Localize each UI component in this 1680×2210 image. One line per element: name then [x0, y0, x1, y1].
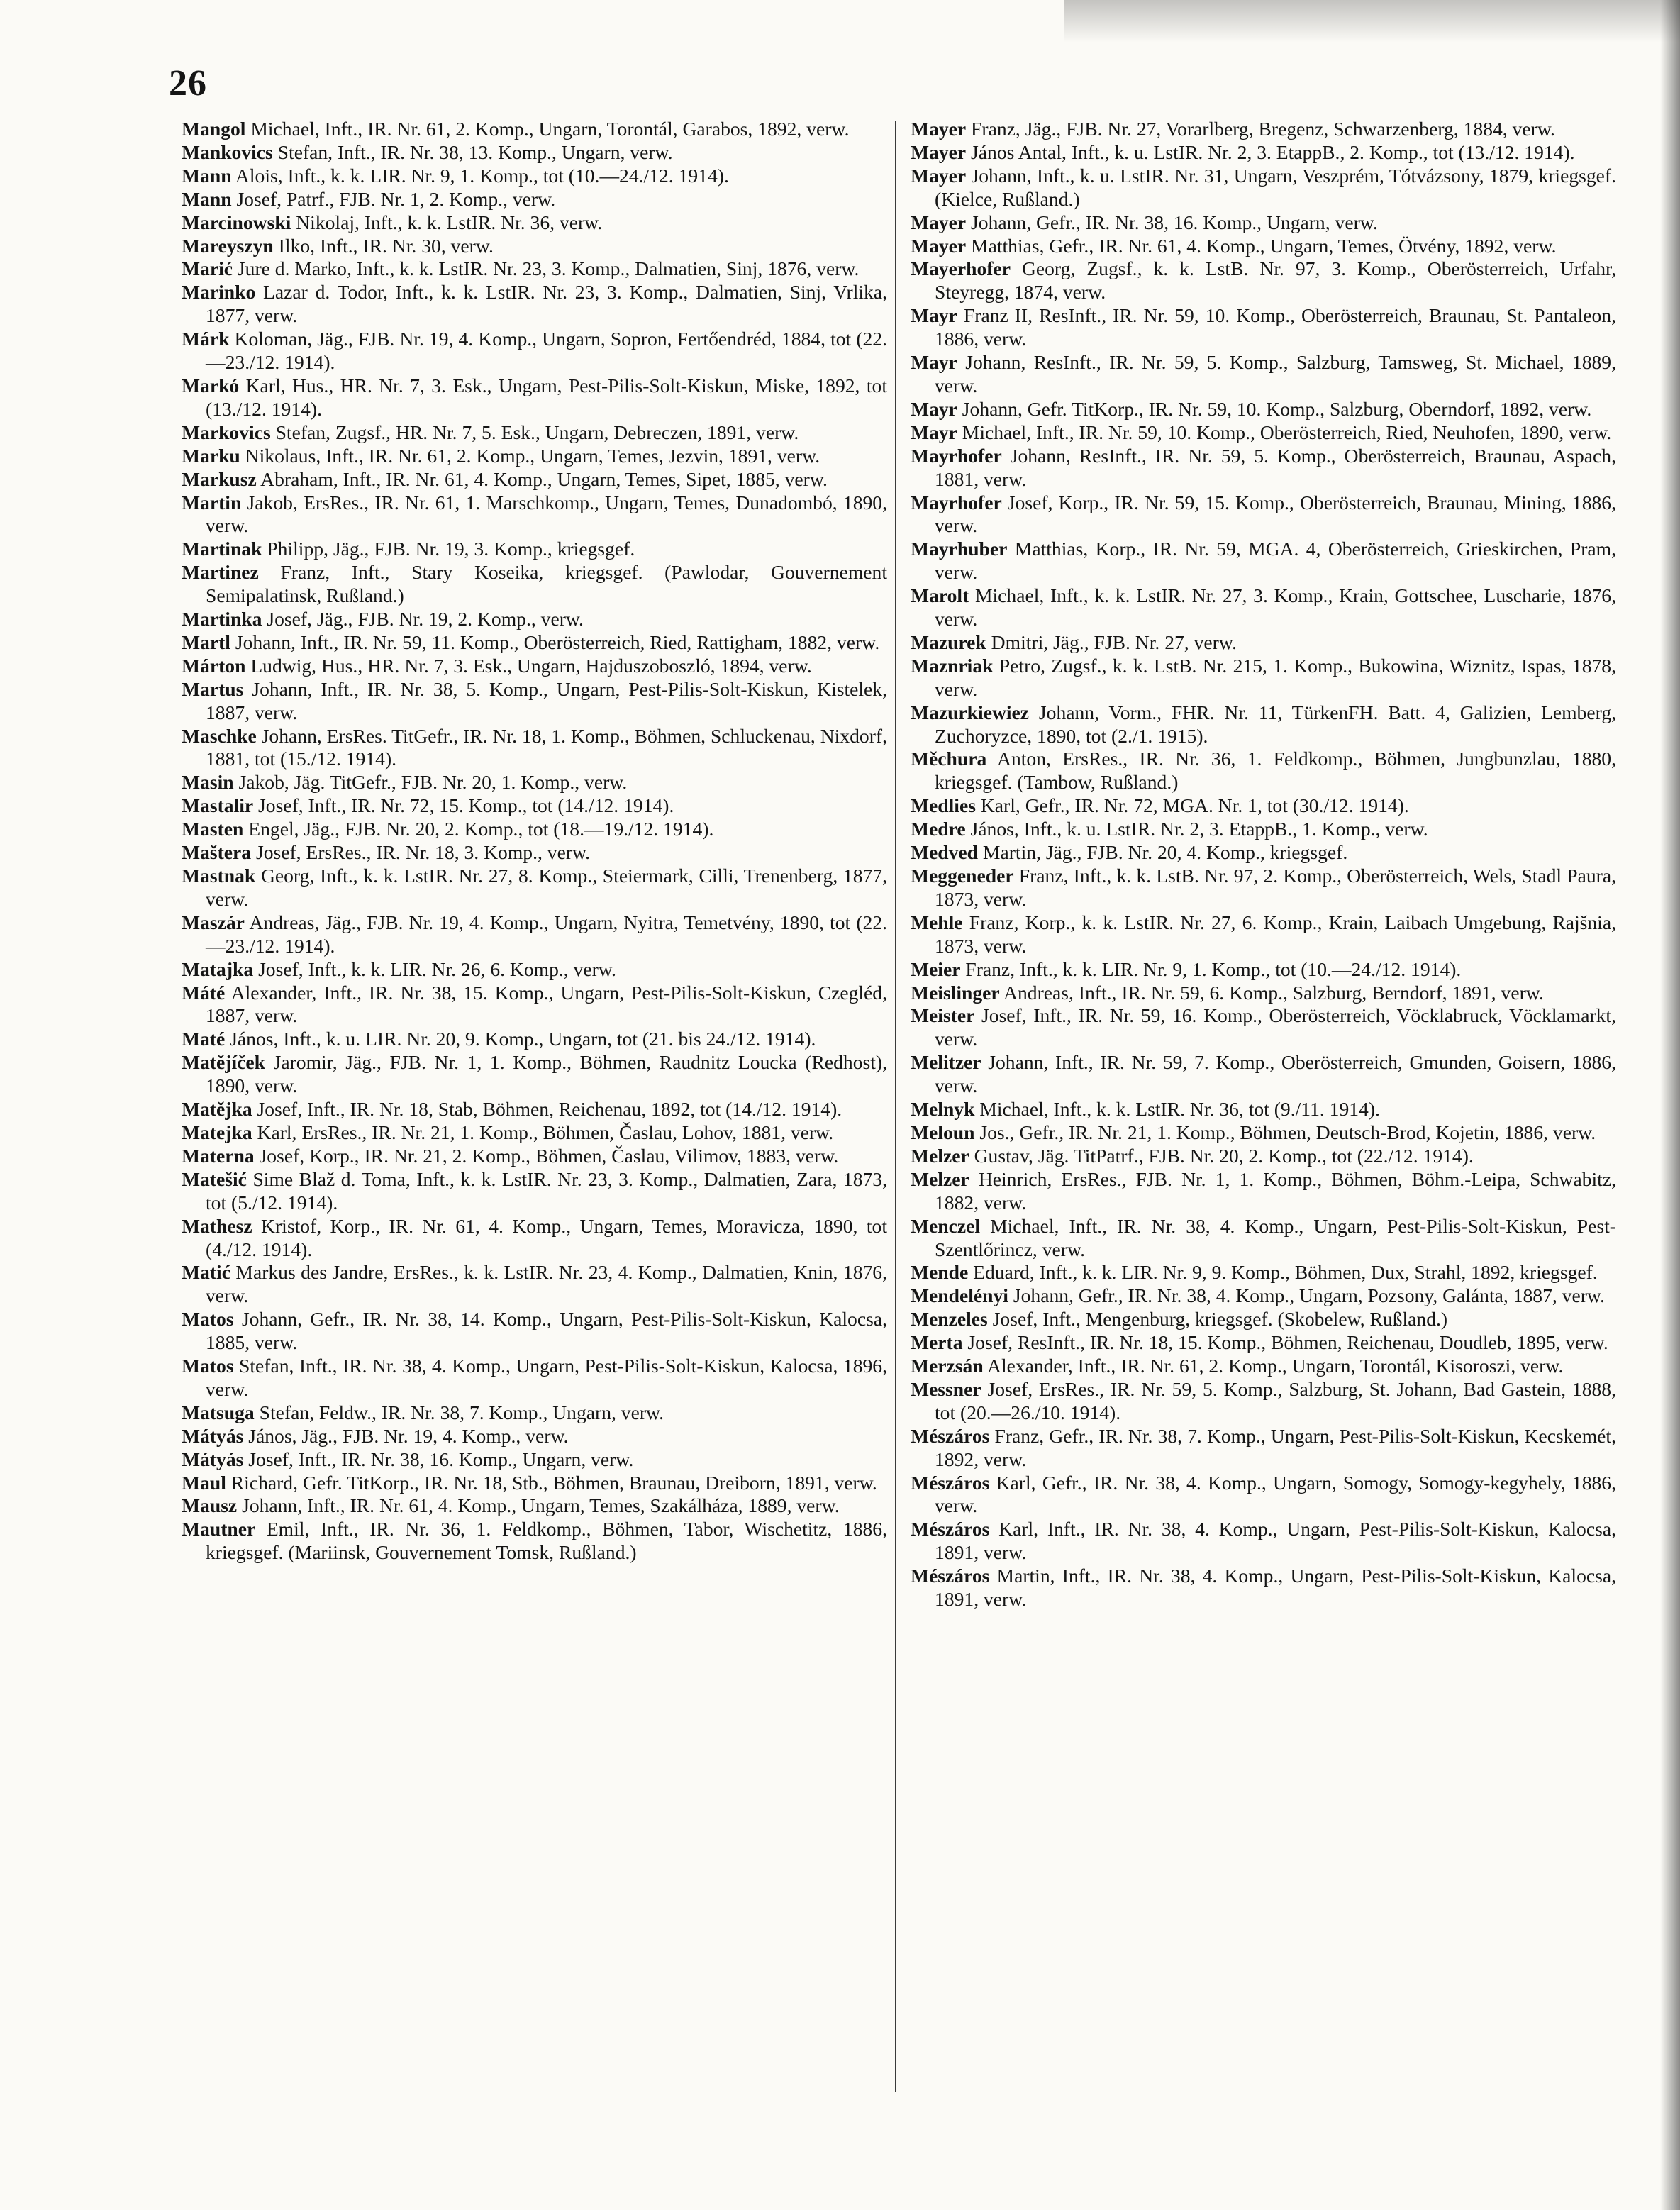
entry-details: Franz, Inft., k. k. LstB. Nr. 97, 2. Komp., Oberösterreich, Wels, Stadl Paura, 1873, verw. [935, 865, 1616, 910]
entry-surname: Mayrhuber [911, 538, 1008, 560]
casualty-entry [182, 1308, 887, 1355]
casualty-entry [182, 1518, 887, 1565]
casualty-entry [182, 561, 887, 608]
casualty-entry [911, 911, 1616, 958]
entry-surname: Melzer [911, 1167, 969, 1190]
entry-details: Emil, Inft., IR. Nr. 36, 1. Feldkomp., Böhmen, Tabor, Wischetitz, 1886, kriegsgef. (Mariinsk, Gouvernement Tomsk, Rußland.) [206, 1518, 887, 1564]
entry-details: Josef, Inft., k. k. LIR. Nr. 26, 6. Komp., verw. [253, 957, 616, 980]
entry-details: Philipp, Jäg., FJB. Nr. 19, 3. Komp., kriegsgef. [262, 538, 635, 560]
entry-surname: Mayr [911, 304, 957, 327]
casualty-entry [182, 1355, 887, 1401]
casualty-entry [182, 1261, 887, 1308]
entry-details: Josef, Korp., IR. Nr. 21, 2. Komp., Böhmen, Časlau, Vilimov, 1883, verw. [254, 1144, 839, 1167]
entry-surname: Mareyszyn [182, 234, 274, 257]
entry-surname: Mészáros [911, 1424, 990, 1447]
casualty-entry [182, 818, 887, 841]
entry-details: Markus des Jandre, ErsRes., k. k. LstIR. Nr. 23, 4. Komp., Dalmatien, Knin, 1876, verw. [206, 1261, 887, 1307]
entry-surname: Masin [182, 771, 234, 794]
entry-details: János, Inft., k. u. LstIR. Nr. 2, 3. EtappB., 1. Komp., verw. [965, 818, 1428, 840]
entry-details: Johann, Inft., IR. Nr. 59, 11. Komp., Oberösterreich, Ried, Rattigham, 1882, verw. [230, 631, 880, 653]
entry-details: Michael, Inft., IR. Nr. 61, 2. Komp., Ungarn, Torontál, Garabos, 1892, verw. [245, 118, 850, 140]
entry-surname: Mayrhofer [911, 444, 1002, 467]
entry-details: Johann, Inft., IR. Nr. 59, 7. Komp., Oberösterreich, Gmunden, Goisern, 1886, verw. [935, 1051, 1616, 1097]
casualty-entry [911, 1425, 1616, 1472]
casualty-entry [911, 841, 1616, 865]
entry-details: János, Jäg., FJB. Nr. 19, 4. Komp., verw. [243, 1424, 569, 1447]
entry-surname: Meislinger [911, 981, 1000, 1004]
entry-surname: Matos [182, 1355, 234, 1377]
entry-details: Sime Blaž d. Toma, Inft., k. k. LstIR. Nr. 23, 3. Komp., Dalmatien, Zara, 1873, tot (5./12. 1914). [206, 1167, 887, 1214]
casualty-entry [182, 725, 887, 772]
entry-surname: Mathesz [182, 1214, 252, 1237]
entry-surname: Matějíček [182, 1051, 265, 1074]
entry-details: Karl, Gefr., IR. Nr. 72, MGA. Nr. 1, tot (30./12. 1914). [975, 794, 1409, 817]
entry-surname: Máté [182, 981, 226, 1004]
entry-surname: Merta [911, 1331, 963, 1354]
entry-surname: Marić [182, 257, 233, 280]
entry-surname: Martl [182, 631, 230, 653]
entry-surname: Mayr [911, 351, 957, 374]
entry-details: Andreas, Inft., IR. Nr. 59, 6. Komp., Salzburg, Berndorf, 1891, verw. [999, 981, 1544, 1004]
casualty-entry [911, 865, 1616, 911]
casualty-entry [182, 1145, 887, 1168]
casualty-entry [182, 165, 887, 188]
entry-surname: Mayer [911, 211, 967, 233]
entry-details: Michael, Inft., k. k. LstIR. Nr. 27, 3. Komp., Krain, Gottschee, Luscharie, 1876, verw. [935, 584, 1616, 631]
casualty-entry [911, 351, 1616, 398]
entry-surname: Marku [182, 444, 240, 467]
entry-details: Michael, Inft., k. k. LstIR. Nr. 36, tot (9./11. 1914). [974, 1098, 1380, 1121]
entry-details: Petro, Zugsf., k. k. LstB. Nr. 215, 1. Komp., Bukowina, Wiznitz, Ispas, 1878, verw. [935, 654, 1616, 700]
casualty-entry [182, 958, 887, 982]
casualty-entry [911, 818, 1616, 841]
casualty-entry [182, 1098, 887, 1121]
entry-surname: Marolt [911, 584, 969, 607]
entry-details: Josef, ErsRes., IR. Nr. 18, 3. Komp., verw. [251, 841, 591, 864]
casualty-entry [911, 211, 1616, 235]
entry-surname: Maté [182, 1028, 226, 1050]
casualty-entry [911, 257, 1616, 304]
casualty-entry [911, 118, 1616, 141]
entry-details: Karl, Gefr., IR. Nr. 38, 4. Komp., Ungarn, Somogy, Somogy-kegyhely, 1886, verw. [935, 1471, 1616, 1517]
casualty-entry [911, 1168, 1616, 1215]
casualty-entry [182, 141, 887, 165]
entry-details: Johann, Gefr. TitKorp., IR. Nr. 59, 10. Komp., Salzburg, Oberndorf, 1892, verw. [957, 397, 1592, 420]
casualty-entry [182, 1121, 887, 1145]
entry-details: Jure d. Marko, Inft., k. k. LstIR. Nr. 23, 3. Komp., Dalmatien, Sinj, 1876, verw. [233, 257, 860, 280]
entry-surname: Medre [911, 818, 966, 840]
entry-details: Josef, Jäg., FJB. Nr. 19, 2. Komp., verw. [262, 608, 584, 631]
entry-details: Ludwig, Hus., HR. Nr. 7, 3. Esk., Ungarn, Hajduszoboszló, 1894, verw. [245, 654, 812, 677]
entry-details: Gustav, Jäg. TitPatrf., FJB. Nr. 20, 2. Komp., tot (22./12. 1914). [969, 1144, 1474, 1167]
entry-surname: Mayrhofer [911, 491, 1002, 513]
casualty-entry [911, 1215, 1616, 1262]
left-column [182, 118, 887, 1565]
entry-details: Ilko, Inft., IR. Nr. 30, verw. [273, 234, 494, 257]
entry-details: Johann, Inft., IR. Nr. 38, 5. Komp., Ungarn, Pest-Pilis-Solt-Kiskun, Kistelek, 1887, verw. [206, 677, 887, 723]
entry-surname: Mastalir [182, 794, 254, 817]
entry-details: Franz, Inft., Stary Koseika, kriegsgef. (Pawlodar, Gouvernement Semipalatinsk, Rußland.) [206, 561, 887, 607]
casualty-entry [911, 1331, 1616, 1355]
casualty-entry [911, 1518, 1616, 1565]
entry-surname: Markusz [182, 467, 257, 490]
casualty-entry [911, 655, 1616, 701]
casualty-entry [182, 865, 887, 911]
column-divider [895, 121, 896, 2092]
entry-surname: Maschke [182, 724, 257, 747]
entry-details: Karl, Hus., HR. Nr. 7, 3. Esk., Ungarn, Pest-Pilis-Solt-Kiskun, Miske, 1892, tot (13./12. 1914). [206, 374, 887, 420]
casualty-entry [182, 235, 887, 258]
entry-surname: Mészáros [911, 1471, 990, 1494]
entry-details: Koloman, Jäg., FJB. Nr. 19, 4. Komp., Ungarn, Sopron, Fertőendréd, 1884, tot (22.—23./12. 1914). [206, 328, 887, 374]
entry-surname: Markó [182, 374, 240, 396]
entry-surname: Marcinowski [182, 211, 291, 233]
entry-details: Johann, Inft., k. u. LstIR. Nr. 31, Ungarn, Veszprém, Tótvázsony, 1879, kriegsgef. (Kielce, Rußland.) [935, 164, 1616, 210]
entry-surname: Maszár [182, 911, 245, 933]
entry-surname: Mastnak [182, 865, 256, 887]
casualty-entry [182, 1051, 887, 1098]
casualty-entry [182, 1472, 887, 1495]
entry-details: Franz, Inft., k. k. LIR. Nr. 9, 1. Komp., tot (10.—24./12. 1914). [960, 957, 1462, 980]
entry-details: Josef, Korp., IR. Nr. 59, 15. Komp., Oberösterreich, Braunau, Mining, 1886, verw. [935, 491, 1616, 537]
entry-surname: Messner [911, 1377, 981, 1400]
entry-details: Alois, Inft., k. k. LIR. Nr. 9, 1. Komp., tot (10.—24./12. 1914). [231, 164, 729, 187]
entry-details: Martin, Inft., IR. Nr. 38, 4. Komp., Ungarn, Pest-Pilis-Solt-Kiskun, Kalocsa, 1891, verw. [935, 1565, 1616, 1611]
casualty-entry [182, 911, 887, 958]
entry-details: Matthias, Gefr., IR. Nr. 61, 4. Komp., Ungarn, Temes, Ötvény, 1892, verw. [966, 234, 1557, 257]
casualty-entry [182, 468, 887, 492]
entry-surname: Medved [911, 841, 979, 864]
entry-surname: Martus [182, 677, 244, 700]
entry-surname: Matajka [182, 957, 254, 980]
casualty-entry [911, 492, 1616, 538]
entry-details: Jakob, Jäg. TitGefr., FJB. Nr. 20, 1. Komp., verw. [233, 771, 628, 794]
entry-surname: Menczel [911, 1214, 981, 1237]
entry-details: Josef, Patrf., FJB. Nr. 1, 2. Komp., verw. [231, 187, 556, 210]
entry-details: Johann, ResInft., IR. Nr. 59, 5. Komp., Salzburg, Tamsweg, St. Michael, 1889, verw. [935, 351, 1616, 396]
entry-surname: Martinka [182, 608, 262, 631]
entry-surname: Mayer [911, 234, 967, 257]
casualty-entry [182, 1425, 887, 1448]
entry-surname: Matić [182, 1261, 230, 1284]
entry-details: Martin, Jäg., FJB. Nr. 20, 4. Komp., kriegsgef. [978, 841, 1348, 864]
casualty-entry [911, 958, 1616, 982]
entry-surname: Mankovics [182, 140, 273, 163]
entry-details: Franz, Korp., k. k. LstIR. Nr. 27, 6. Komp., Krain, Laibach Umgebung, Rajšnia, 1873, verw. [935, 911, 1616, 957]
entry-details: Josef, Inft., IR. Nr. 72, 15. Komp., tot (14./12. 1914). [253, 794, 674, 817]
entry-surname: Meister [911, 1004, 975, 1027]
entry-surname: Menzeles [911, 1308, 988, 1331]
casualty-entry [911, 398, 1616, 421]
casualty-entry [911, 631, 1616, 655]
entry-surname: Maznriak [911, 654, 994, 677]
entry-surname: Mehle [911, 911, 963, 933]
casualty-entry [911, 1261, 1616, 1284]
entry-details: Stefan, Inft., IR. Nr. 38, 4. Komp., Ungarn, Pest-Pilis-Solt-Kiskun, Kalocsa, 1896, verw. [206, 1355, 887, 1400]
entry-surname: Markovics [182, 421, 271, 443]
entry-surname: Marinko [182, 281, 256, 304]
entry-details: Stefan, Inft., IR. Nr. 38, 13. Komp., Ungarn, verw. [272, 140, 673, 163]
entry-details: Lazar d. Todor, Inft., k. k. LstIR. Nr. 23, 3. Komp., Dalmatien, Sinj, Vrlika, 1877, verw. [206, 281, 887, 327]
entry-surname: Materna [182, 1144, 255, 1167]
entry-surname: Mann [182, 187, 232, 210]
entry-surname: Mayr [911, 421, 957, 443]
casualty-entry [182, 188, 887, 211]
casualty-entry [182, 1215, 887, 1262]
casualty-entry [911, 1098, 1616, 1121]
casualty-entry [911, 1004, 1616, 1051]
casualty-entry [911, 1472, 1616, 1518]
entry-surname: Medlies [911, 794, 976, 817]
entry-details: Michael, Inft., IR. Nr. 38, 4. Komp., Ungarn, Pest-Pilis-Solt-Kiskun, Pest-Szentlőrincz, verw. [935, 1214, 1616, 1260]
entry-surname: Mazurkiewiez [911, 701, 1030, 723]
entry-surname: Mayer [911, 164, 967, 187]
entry-surname: Mendelényi [911, 1284, 1008, 1307]
casualty-entry [182, 794, 887, 818]
entry-details: Dmitri, Jäg., FJB. Nr. 27, verw. [986, 631, 1237, 653]
entry-details: János Antal, Inft., k. u. LstIR. Nr. 2, 3. EtappB., 2. Komp., tot (13./12. 1914). [966, 140, 1575, 163]
entry-details: Jaromir, Jäg., FJB. Nr. 1, 1. Komp., Böhmen, Raudnitz Loucka (Redhost), 1890, verw. [206, 1051, 887, 1097]
entry-surname: Mazurek [911, 631, 986, 653]
entry-surname: Martinak [182, 538, 262, 560]
entry-surname: Mann [182, 164, 232, 187]
entry-surname: Mangol [182, 118, 246, 140]
casualty-entry [182, 655, 887, 678]
entry-details: Johann, Gefr., IR. Nr. 38, 14. Komp., Ungarn, Pest-Pilis-Solt-Kiskun, Kalocsa, 1885, verw. [206, 1308, 887, 1354]
casualty-entry [182, 1448, 887, 1472]
entry-details: Johann, ResInft., IR. Nr. 59, 5. Komp., Oberösterreich, Braunau, Aspach, 1881, verw. [935, 444, 1616, 490]
entry-details: Franz, Gefr., IR. Nr. 38, 7. Komp., Ungarn, Pest-Pilis-Solt-Kiskun, Kecskemét, 1892, verw. [935, 1424, 1616, 1470]
casualty-entry [182, 328, 887, 374]
casualty-entry [182, 538, 887, 561]
entry-details: Alexander, Inft., IR. Nr. 61, 2. Komp., Ungarn, Torontál, Kisoroszi, verw. [983, 1355, 1564, 1377]
casualty-entry [911, 982, 1616, 1005]
entry-surname: Meloun [911, 1121, 975, 1143]
entry-surname: Melitzer [911, 1051, 981, 1074]
entry-surname: Maštera [182, 841, 252, 864]
entry-details: Georg, Zugsf., k. k. LstB. Nr. 97, 3. Komp., Oberösterreich, Urfahr, Steyregg, 1874, verw. [935, 257, 1616, 304]
casualty-entry [182, 608, 887, 631]
entry-surname: Martinez [182, 561, 259, 584]
scan-edge [1660, 0, 1680, 2210]
entry-details: Johann, Vorm., FHR. Nr. 11, TürkenFH. Batt. 4, Galizien, Lemberg, Zuchoryzce, 1890, tot (2./1. 1915). [935, 701, 1616, 747]
casualty-entry [182, 678, 887, 725]
entry-surname: Mausz [182, 1494, 238, 1517]
entry-surname: Matejka [182, 1121, 252, 1143]
entry-details: Matthias, Korp., IR. Nr. 59, MGA. 4, Oberösterreich, Grieskirchen, Pram, verw. [935, 538, 1616, 584]
entry-details: Engel, Jäg., FJB. Nr. 20, 2. Komp., tot (18.—19./12. 1914). [243, 818, 714, 840]
casualty-entry [911, 748, 1616, 794]
entry-surname: Merzsán [911, 1355, 984, 1377]
entry-surname: Měchura [911, 748, 987, 770]
entry-details: Josef, Inft., IR. Nr. 18, Stab, Böhmen, Reichenau, 1892, tot (14./12. 1914). [252, 1098, 842, 1121]
entry-surname: Mende [911, 1261, 969, 1284]
casualty-entry [182, 211, 887, 235]
entry-surname: Melnyk [911, 1098, 975, 1121]
casualty-entry [182, 1494, 887, 1518]
page-number: 26 [169, 63, 207, 104]
casualty-entry [911, 584, 1616, 631]
casualty-entry [911, 141, 1616, 165]
entry-surname: Mészáros [911, 1565, 990, 1587]
entry-surname: Meier [911, 957, 961, 980]
entry-surname: Mayer [911, 140, 967, 163]
casualty-entry [911, 538, 1616, 584]
casualty-entry [911, 1051, 1616, 1098]
entry-surname: Meggeneder [911, 865, 1014, 887]
entry-details: Johann, Inft., IR. Nr. 61, 4. Komp., Ungarn, Temes, Szakálháza, 1889, verw. [237, 1494, 840, 1517]
casualty-entry [182, 374, 887, 421]
entry-details: Eduard, Inft., k. k. LIR. Nr. 9, 9. Komp., Böhmen, Dux, Strahl, 1892, kriegsgef. [968, 1261, 1598, 1284]
right-column [911, 118, 1616, 1611]
casualty-entry [911, 304, 1616, 351]
entry-details: Josef, ErsRes., IR. Nr. 59, 5. Komp., Salzburg, St. Johann, Bad Gastein, 1888, tot (20.—26./10. 1914). [935, 1377, 1616, 1423]
entry-surname: Mátyás [182, 1424, 244, 1447]
casualty-entry [182, 1028, 887, 1051]
entry-surname: Mészáros [911, 1518, 990, 1540]
casualty-entry [911, 421, 1616, 445]
entry-surname: Matos [182, 1308, 234, 1331]
entry-details: Kristof, Korp., IR. Nr. 61, 4. Komp., Ungarn, Temes, Moravicza, 1890, tot (4./12. 1914). [206, 1214, 887, 1260]
entry-details: Nikolaus, Inft., IR. Nr. 61, 2. Komp., Ungarn, Temes, Jezvin, 1891, verw. [240, 444, 820, 467]
entry-surname: Matějka [182, 1098, 252, 1121]
casualty-entry [182, 982, 887, 1028]
entry-details: Johann, ErsRes. TitGefr., IR. Nr. 18, 1. Komp., Böhmen, Schluckenau, Nixdorf, 1881, tot (15./12. 1914). [206, 724, 887, 770]
casualty-entry [911, 701, 1616, 748]
entry-details: János, Inft., k. u. LIR. Nr. 20, 9. Komp., Ungarn, tot (21. bis 24./12. 1914). [225, 1028, 816, 1050]
entry-details: Franz, Jäg., FJB. Nr. 27, Vorarlberg, Bregenz, Schwarzenberg, 1884, verw. [966, 118, 1555, 140]
entry-details: Johann, Gefr., IR. Nr. 38, 16. Komp., Ungarn, verw. [966, 211, 1378, 233]
entry-details: Franz II, ResInft., IR. Nr. 59, 10. Komp., Oberösterreich, Braunau, St. Pantaleon, 1886, verw. [935, 304, 1616, 350]
casualty-entry [911, 1308, 1616, 1331]
casualty-entry [182, 841, 887, 865]
entry-surname: Mayer [911, 118, 967, 140]
entry-surname: Márton [182, 654, 246, 677]
casualty-entry [182, 257, 887, 281]
entry-details: Johann, Gefr., IR. Nr. 38, 4. Komp., Ungarn, Pozsony, Galánta, 1887, verw. [1008, 1284, 1605, 1307]
scan-shadow [1064, 0, 1680, 43]
entry-details: Georg, Inft., k. k. LstIR. Nr. 27, 8. Komp., Steiermark, Cilli, Trenenberg, 1877, verw. [206, 865, 887, 910]
entry-surname: Matsuga [182, 1401, 255, 1423]
entry-surname: Márk [182, 328, 230, 350]
entry-details: Jos., Gefr., IR. Nr. 21, 1. Komp., Böhmen, Deutsch-Brod, Kojetin, 1886, verw. [974, 1121, 1596, 1143]
entry-details: Josef, Inft., IR. Nr. 59, 16. Komp., Oberösterreich, Vöcklabruck, Vöcklamarkt, verw. [935, 1004, 1616, 1050]
casualty-entry [911, 1284, 1616, 1308]
entry-details: Richard, Gefr. TitKorp., IR. Nr. 18, Stb., Böhmen, Braunau, Dreiborn, 1891, verw. [226, 1471, 877, 1494]
entry-details: Karl, Inft., IR. Nr. 38, 4. Komp., Ungarn, Pest-Pilis-Solt-Kiskun, Kalocsa, 1891, verw. [935, 1518, 1616, 1564]
entry-details: Jakob, ErsRes., IR. Nr. 61, 1. Marschkomp., Ungarn, Temes, Dunadombó, 1890, verw. [206, 491, 887, 537]
casualty-entry [182, 1401, 887, 1425]
casualty-entry [182, 1168, 887, 1215]
casualty-entry [911, 1378, 1616, 1425]
entry-surname: Mayr [911, 397, 957, 420]
casualty-entry [182, 492, 887, 538]
casualty-entry [182, 281, 887, 328]
casualty-entry [911, 1121, 1616, 1145]
entry-surname: Martin [182, 491, 242, 513]
casualty-entry [182, 118, 887, 141]
casualty-entry [911, 1355, 1616, 1378]
entry-details: Stefan, Feldw., IR. Nr. 38, 7. Komp., Ungarn, verw. [254, 1401, 664, 1423]
casualty-entry [911, 794, 1616, 818]
casualty-entry [911, 165, 1616, 211]
entry-surname: Mautner [182, 1518, 256, 1540]
casualty-entry [911, 1565, 1616, 1611]
entry-surname: Mayerhofer [911, 257, 1011, 280]
entry-details: Andreas, Jäg., FJB. Nr. 19, 4. Komp., Ungarn, Nyitra, Temetvény, 1890, tot (22.—23./12. 1914). [206, 911, 887, 957]
casualty-entry [182, 631, 887, 655]
entry-details: Josef, Inft., IR. Nr. 38, 16. Komp., Ungarn, verw. [243, 1448, 634, 1470]
casualty-entry [911, 1145, 1616, 1168]
casualty-entry [911, 445, 1616, 492]
entry-surname: Masten [182, 818, 244, 840]
casualty-entry [182, 771, 887, 794]
entry-details: Nikolaj, Inft., k. k. LstIR. Nr. 36, verw. [291, 211, 603, 233]
casualty-entry [182, 421, 887, 445]
entry-details: Anton, ErsRes., IR. Nr. 36, 1. Feldkomp., Böhmen, Jungbunzlau, 1880, kriegsgef. (Tambow, Rußland.) [935, 748, 1616, 794]
entry-details: Josef, ResInft., IR. Nr. 18, 15. Komp., Böhmen, Reichenau, Doudleb, 1895, verw. [962, 1331, 1608, 1354]
entry-surname: Mátyás [182, 1448, 244, 1470]
casualty-entry [911, 235, 1616, 258]
entry-details: Heinrich, ErsRes., FJB. Nr. 1, 1. Komp., Böhmen, Böhm.-Leipa, Schwabitz, 1882, verw. [935, 1167, 1616, 1214]
entry-details: Abraham, Inft., IR. Nr. 61, 4. Komp., Ungarn, Temes, Sipet, 1885, verw. [256, 467, 828, 490]
entry-surname: Melzer [911, 1144, 969, 1167]
casualty-entry [182, 445, 887, 468]
entry-details: Alexander, Inft., IR. Nr. 38, 15. Komp., Ungarn, Pest-Pilis-Solt-Kiskun, Czegléd, 1887, verw. [206, 981, 887, 1027]
entry-details: Stefan, Zugsf., HR. Nr. 7, 5. Esk., Ungarn, Debreczen, 1891, verw. [270, 421, 799, 443]
entry-details: Michael, Inft., IR. Nr. 59, 10. Komp., Oberösterreich, Ried, Neuhofen, 1890, verw. [957, 421, 1612, 443]
entry-surname: Maul [182, 1471, 226, 1494]
entry-details: Josef, Inft., Mengenburg, kriegsgef. (Skobelew, Rußland.) [987, 1308, 1448, 1331]
entry-details: Karl, ErsRes., IR. Nr. 21, 1. Komp., Böhmen, Časlau, Lohov, 1881, verw. [252, 1121, 834, 1143]
entry-surname: Matešić [182, 1167, 247, 1190]
